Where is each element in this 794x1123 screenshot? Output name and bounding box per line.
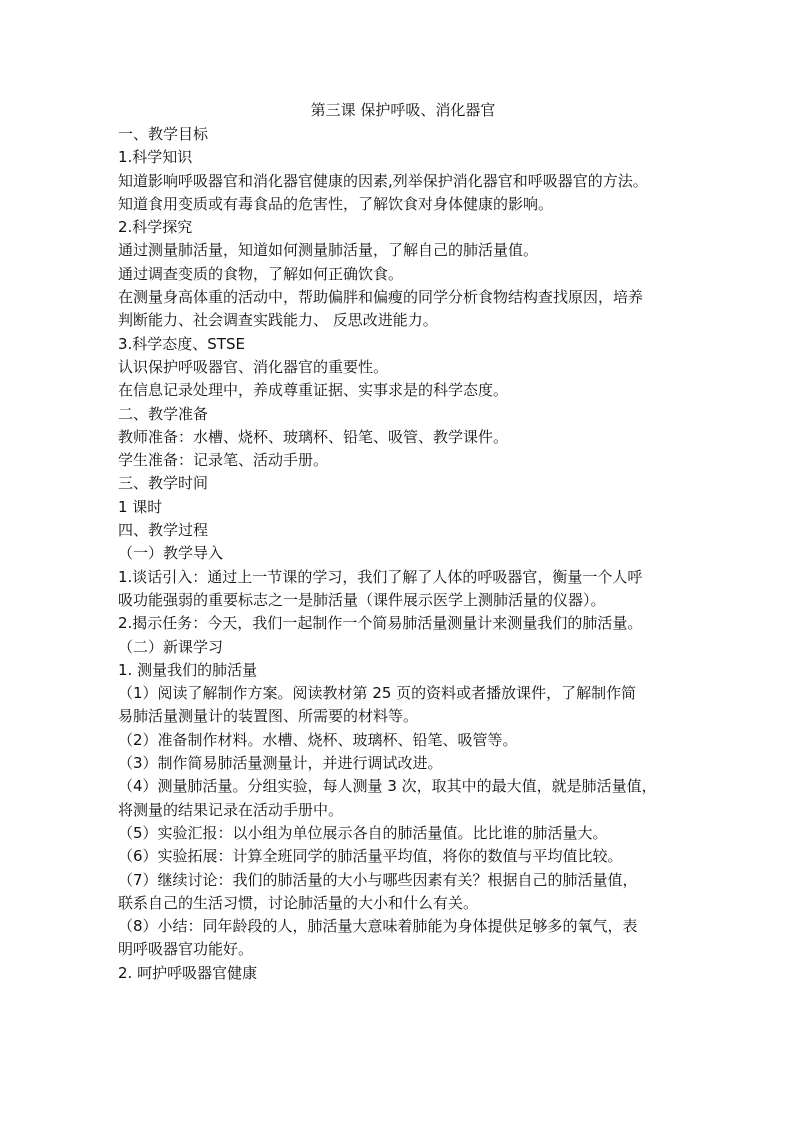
text-line: 通过测量肺活量，知道如何测量肺活量，了解自己的肺活量值。	[118, 241, 539, 260]
text-line: （5）实验汇报：以小组为单位展示各自的肺活量值。比比谁的肺活量大。	[118, 823, 608, 842]
text-line: 学生准备：记录笔、活动手册。	[118, 451, 329, 470]
document-title: 第三课 保护呼吸、消化器官	[310, 101, 496, 119]
text-line: 2.揭示任务：今天，我们一起制作一个简易肺活量测量计来测量我们的肺活量。	[118, 614, 643, 633]
text-line: （6）实验拓展：计算全班同学的肺活量平均值，将你的数值与平均值比较。	[118, 847, 623, 866]
text-line: 四、教学过程	[118, 521, 209, 540]
text-line: 1. 测量我们的肺活量	[118, 660, 258, 679]
document-page	[118, 99, 688, 985]
text-line: 明呼吸器官功能好。	[118, 940, 254, 959]
text-line: 二、教学准备	[118, 404, 209, 423]
text-line: 2.科学探究	[118, 218, 193, 237]
document-body	[118, 123, 688, 985]
text-line: 联系自己的生活习惯，讨论肺活量的大小和什么有关。	[118, 893, 479, 912]
text-line: 将测量的结果记录在活动手册中。	[118, 800, 344, 819]
text-line: 判断能力、社会调查实践能力、 反思改进能力。	[118, 311, 438, 330]
text-line: 1.谈话引入：通过上一节课的学习，我们了解了人体的呼吸器官，衡量一个人呼	[118, 567, 643, 586]
text-line: 知道影响呼吸器官和消化器官健康的因素,列举保护消化器官和呼吸器官的方法。	[118, 171, 648, 190]
text-line: （二）新课学习	[118, 637, 224, 656]
text-line: 在测量身高体重的活动中，帮助偏胖和偏瘦的同学分析食物结构查找原因，培养	[118, 288, 644, 307]
text-line: 知道食用变质或有毒食品的危害性，了解饮食对身体健康的影响。	[118, 194, 554, 213]
text-line: （一）教学导入	[118, 544, 224, 563]
text-line: （8）小结：同年龄段的人，肺活量大意味着肺能为身体提供足够多的氧气，表	[118, 917, 638, 936]
text-line: （2）准备制作材料。水槽、烧杯、玻璃杯、铅笔、吸管等。	[118, 730, 518, 749]
text-line: 教师准备：水槽、烧杯、玻璃杯、铅笔、吸管、教学课件。	[118, 427, 509, 446]
text-line: 三、教学时间	[118, 474, 209, 493]
text-line: （1）阅读了解制作方案。阅读教材第 25 页的资料或者播放课件，了解制作简	[118, 684, 637, 703]
text-line: 吸功能强弱的重要标志之一是肺活量（课件展示医学上测肺活量的仪器）。	[118, 590, 606, 609]
text-line: 3.科学态度、STSE	[118, 334, 245, 353]
text-line: 在信息记录处理中，养成尊重证据、实事求是的科学态度。	[118, 381, 509, 400]
text-line: 通过调查变质的食物，了解如何正确饮食。	[118, 264, 404, 283]
text-line: 1.科学知识	[118, 148, 193, 167]
text-line: 认识保护呼吸器官、消化器官的重要性。	[118, 357, 389, 376]
text-line: 一、教学目标	[118, 125, 209, 143]
text-line: （7）继续讨论：我们的肺活量的大小与哪些因素有关？根据自己的肺活量值，	[118, 870, 638, 889]
text-line: 易肺活量测量计的装置图、所需要的材料等。	[118, 707, 419, 726]
text-line: （4）测量肺活量。分组实验，每人测量 3 次，取其中的最大值，就是肺活量值，	[118, 777, 657, 796]
text-line: 2. 呵护呼吸器官健康	[118, 963, 258, 982]
text-line: 1 课时	[118, 497, 163, 516]
text-line: （3）制作简易肺活量测量计，并进行调试改进。	[118, 754, 443, 773]
